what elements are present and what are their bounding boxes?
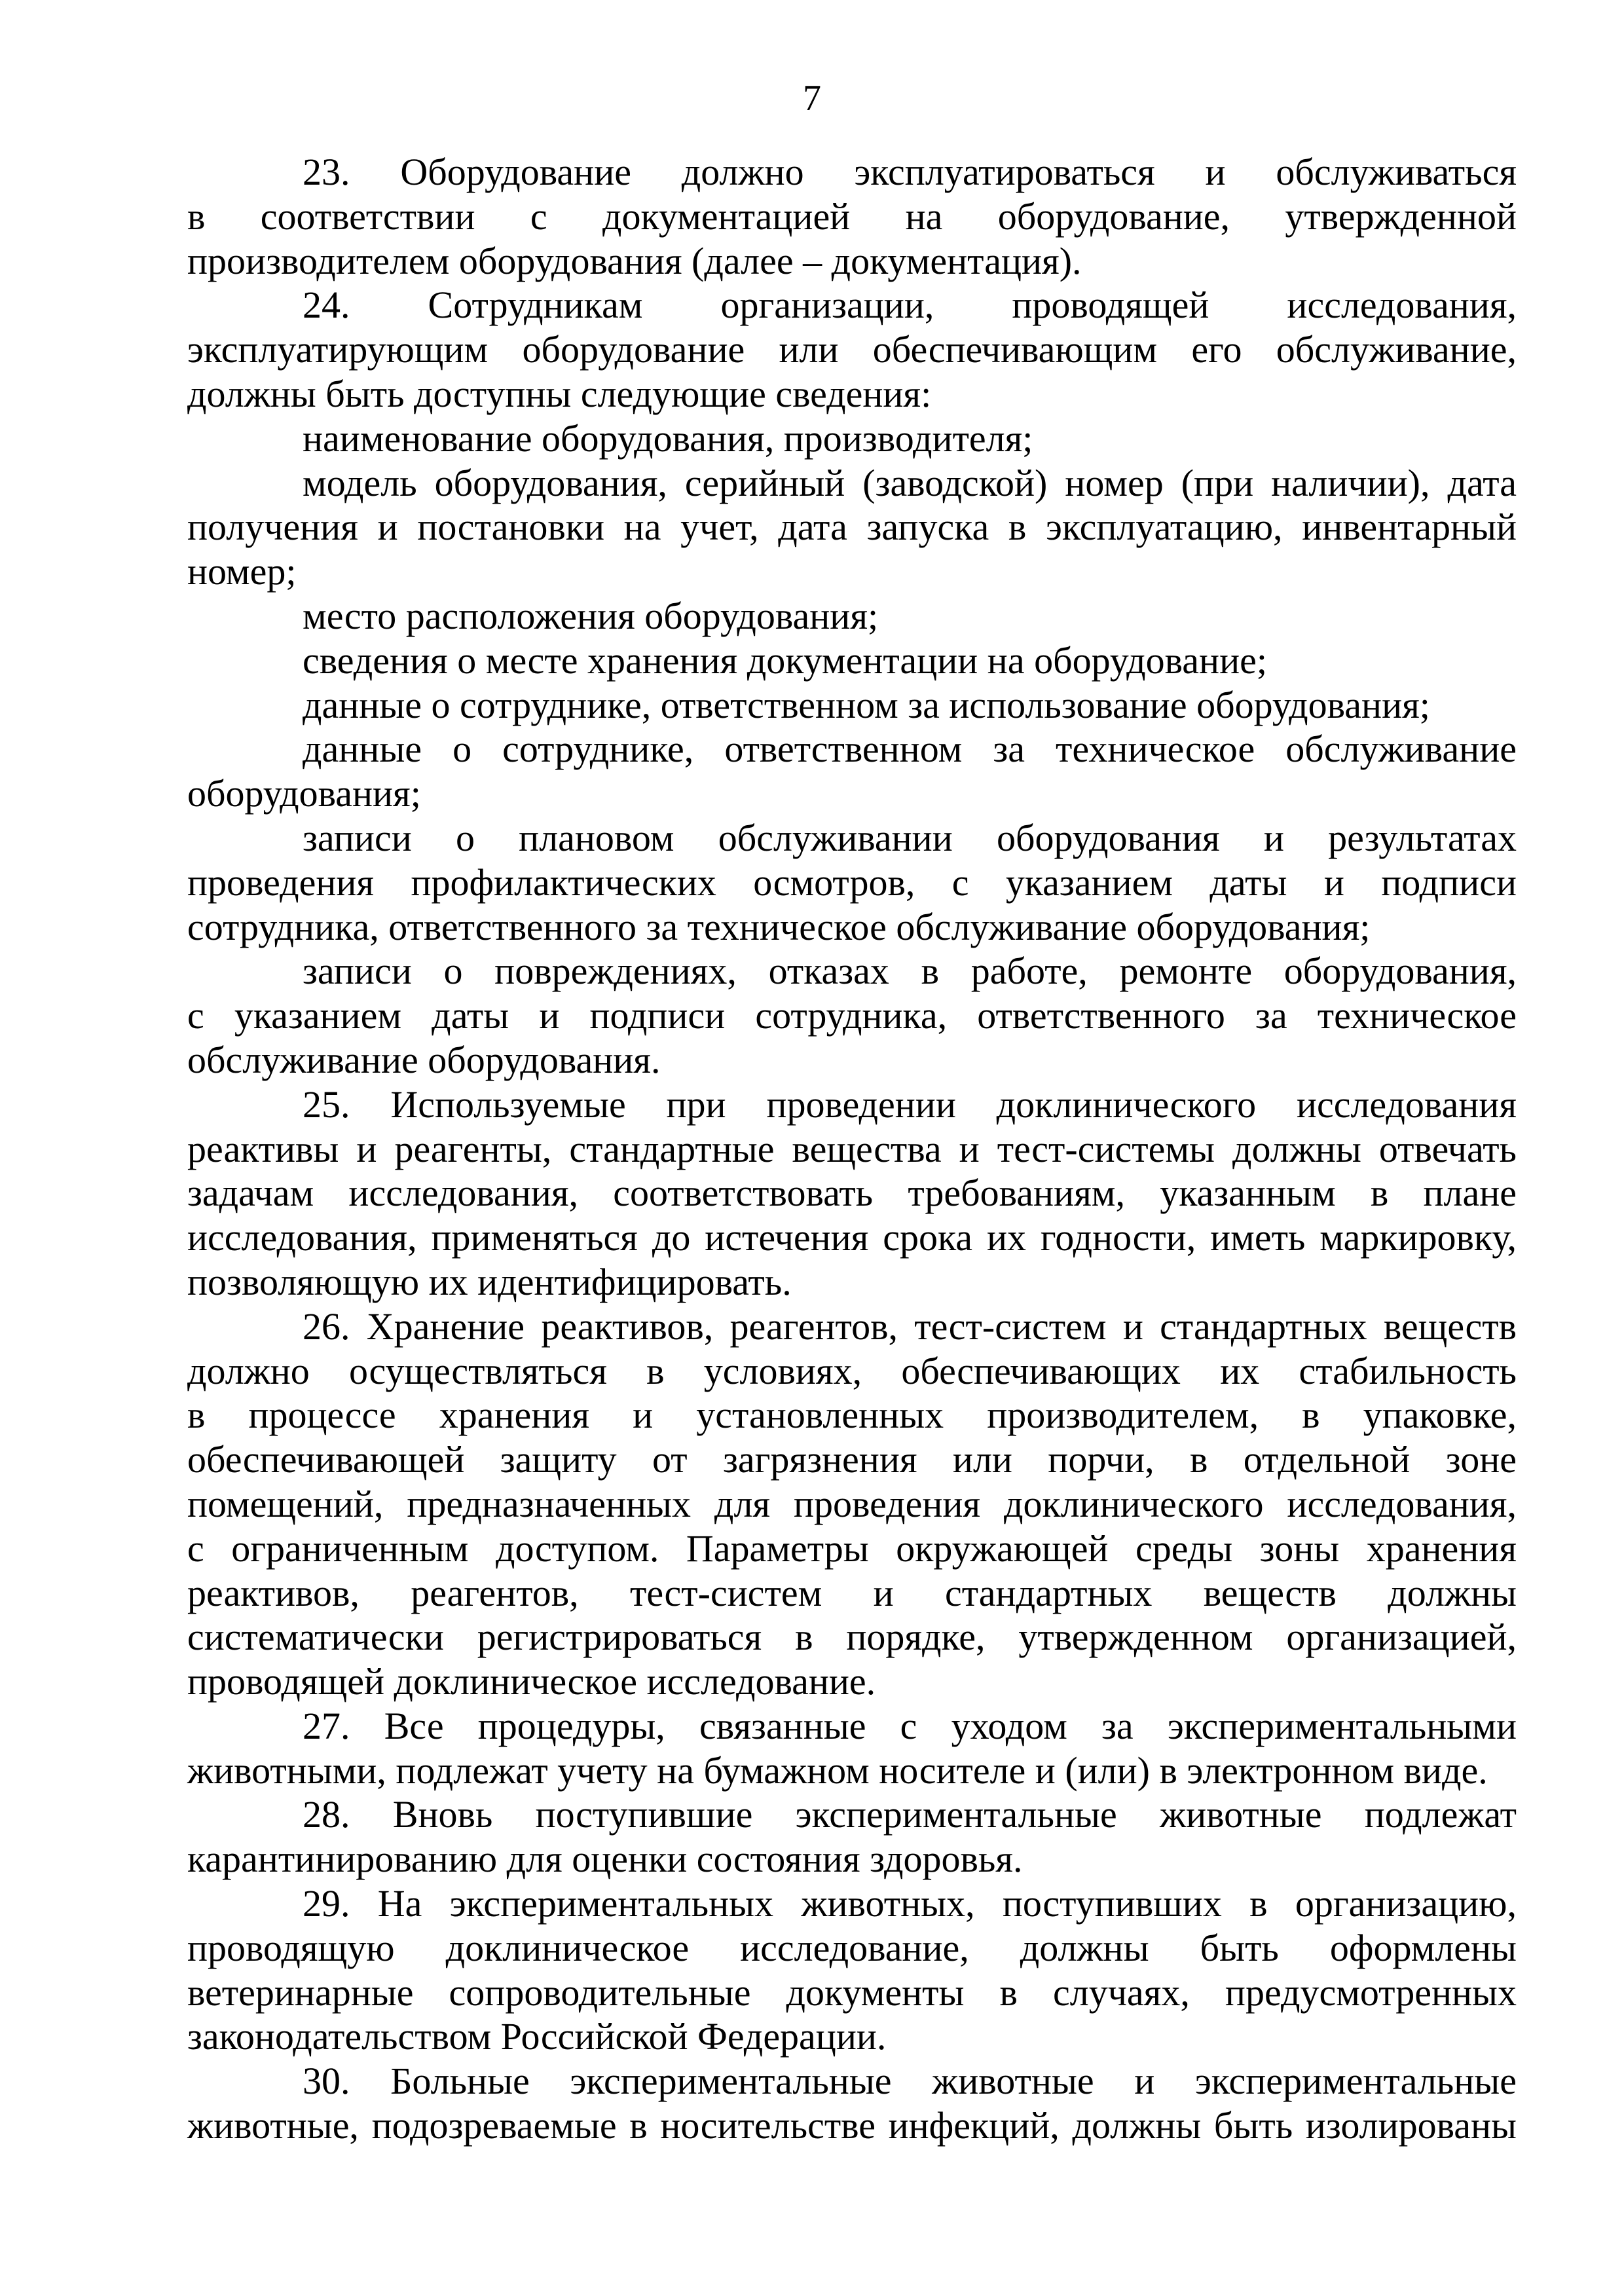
paragraph: [187, 1792, 1517, 1881]
paragraph: [187, 639, 1517, 683]
paragraph: [187, 150, 1517, 283]
text-line: наименование оборудования, производителя;: [303, 417, 1033, 460]
text-line: место расположения оборудования;: [303, 594, 879, 637]
text-line: задачам исследования, соответствовать требованиям, указанным в плане: [187, 1172, 1517, 1215]
text-line: оборудования;: [187, 772, 421, 815]
paragraph: [187, 283, 1517, 416]
text-line: 27. Все процедуры, связанные с уходом за экспериментальными: [303, 1704, 1517, 1747]
paragraph: [187, 1083, 1517, 1305]
paragraph: [187, 1704, 1517, 1793]
text-line: обеспечивающей защиту от загрязнения или порчи, в отдельной зоне: [187, 1438, 1517, 1481]
paragraph: [187, 1305, 1517, 1704]
text-line: исследования, применяться до истечения срока их годности, иметь маркировку,: [187, 1216, 1517, 1259]
text-line: должны быть доступны следующие сведения:: [187, 372, 932, 415]
text-line: записи о повреждениях, отказах в работе, ремонте оборудования,: [303, 950, 1517, 993]
text-line: данные о сотруднике, ответственном за техническое обслуживание: [303, 728, 1517, 771]
text-line: модель оборудования, серийный (заводской) номер (при наличии), дата: [303, 461, 1517, 504]
text-line: 29. На экспериментальных животных, поступивших в организацию,: [303, 1882, 1517, 1925]
text-line: систематически регистрироваться в порядке, утвержденном организацией,: [187, 1616, 1517, 1659]
text-line: в процессе хранения и установленных производителем, в упаковке,: [187, 1394, 1517, 1437]
text-line: эксплуатирующим оборудование или обеспечивающим его обслуживание,: [187, 328, 1517, 371]
text-line: сотрудника, ответственного за техническое обслуживание оборудования;: [187, 905, 1371, 948]
document-body: [187, 150, 1517, 2148]
text-line: обслуживание оборудования.: [187, 1038, 661, 1081]
paragraph: [187, 727, 1517, 816]
text-line: 30. Больные экспериментальные животные и экспериментальные: [303, 2060, 1517, 2103]
text-line: 24. Сотрудникам организации, проводящей исследования,: [303, 284, 1517, 327]
text-line: 26. Хранение реактивов, реагентов, тест-систем и стандартных веществ: [303, 1305, 1517, 1348]
text-line: 28. Вновь поступившие экспериментальные животные подлежат: [303, 1793, 1517, 1836]
text-line: законодательством Российской Федерации.: [187, 2015, 887, 2058]
text-line: позволяющую их идентифицировать.: [187, 1260, 792, 1303]
text-line: проводящей доклиническое исследование.: [187, 1660, 876, 1703]
page-number: 7: [803, 78, 821, 119]
text-line: карантинированию для оценки состояния здоровья.: [187, 1838, 1023, 1881]
paragraph: [187, 594, 1517, 639]
text-line: должно осуществляться в условиях, обеспечивающих их стабильность: [187, 1349, 1517, 1392]
text-line: 25. Используемые при проведении доклинического исследования: [303, 1083, 1517, 1126]
text-line: данные о сотруднике, ответственном за использование оборудования;: [303, 683, 1430, 726]
text-line: с указанием даты и подписи сотрудника, ответственного за техническое: [187, 994, 1517, 1037]
text-line: получения и постановки на учет, дата запуска в эксплуатацию, инвентарный: [187, 506, 1517, 549]
text-line: записи о плановом обслуживании оборудования и результатах: [303, 816, 1517, 859]
text-line: производителем оборудования (далее – документация).: [187, 239, 1082, 282]
text-line: сведения о месте хранения документации на оборудование;: [303, 639, 1267, 682]
paragraph: [187, 683, 1517, 728]
paragraph: [187, 417, 1517, 461]
text-line: проводящую доклиническое исследование, должны быть оформлены: [187, 1926, 1517, 1969]
text-line: животные, подозреваемые в носительстве инфекций, должны быть изолированы: [187, 2104, 1517, 2147]
text-line: проведения профилактических осмотров, с указанием даты и подписи: [187, 861, 1517, 904]
text-line: в соответствии с документацией на оборудование, утвержденной: [187, 194, 1517, 238]
paragraph: [187, 949, 1517, 1082]
paragraph: [187, 2059, 1517, 2148]
text-line: реактивов, реагентов, тест-систем и стандартных веществ должны: [187, 1571, 1517, 1614]
text-line: реактивы и реагенты, стандартные вещества и тест-системы должны отвечать: [187, 1127, 1517, 1170]
text-line: животными, подлежат учету на бумажном носителе и (или) в электронном виде.: [187, 1749, 1488, 1792]
text-line: 23. Оборудование должно эксплуатироваться и обслуживаться: [303, 151, 1517, 193]
text-line: номер;: [187, 550, 297, 593]
paragraph: [187, 816, 1517, 949]
paragraph: [187, 1881, 1517, 2059]
text-line: ветеринарные сопроводительные документы в случаях, предусмотренных: [187, 1971, 1517, 2014]
text-line: с ограниченным доступом. Параметры окружающей среды зоны хранения: [187, 1527, 1517, 1570]
text-line: помещений, предназначенных для проведения доклинического исследования,: [187, 1482, 1517, 1525]
paragraph: [187, 461, 1517, 594]
